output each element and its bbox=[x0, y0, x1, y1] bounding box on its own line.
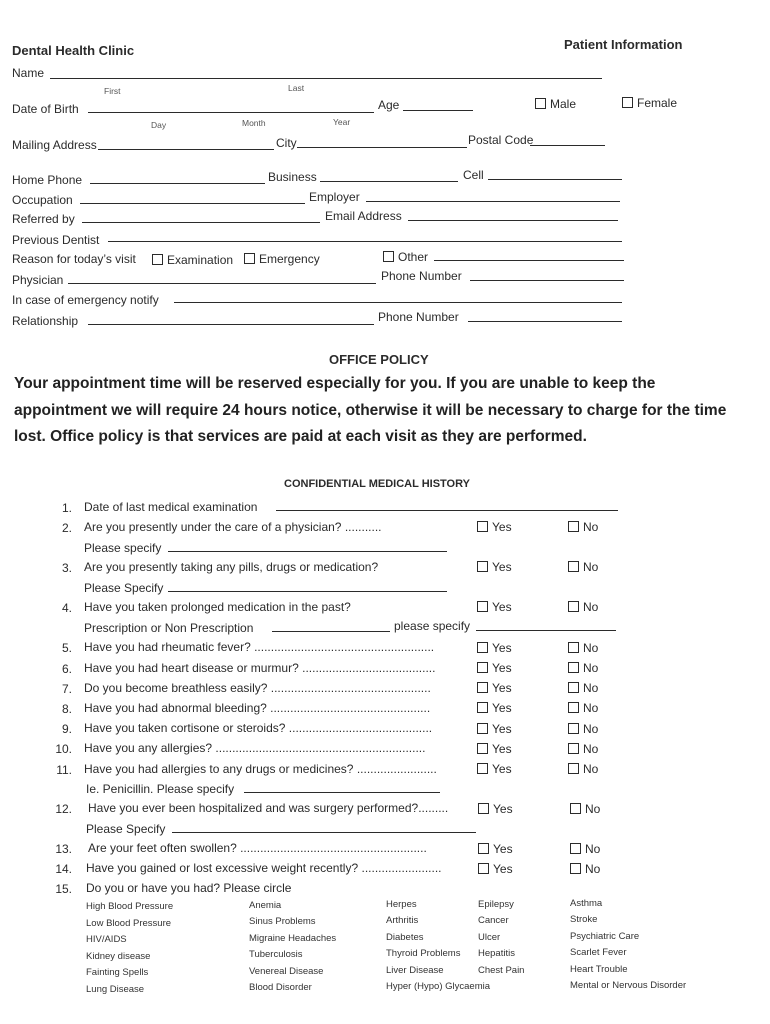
condition-item[interactable]: Scarlet Fever bbox=[570, 947, 627, 958]
relationship-phone-field[interactable] bbox=[468, 321, 622, 322]
occupation-label: Occupation bbox=[12, 193, 73, 207]
q13-no[interactable]: No bbox=[570, 840, 600, 858]
physician-label: Physician bbox=[12, 273, 64, 287]
checkbox-icon bbox=[568, 763, 579, 774]
q-number: 6. bbox=[61, 662, 72, 676]
condition-item[interactable]: Kidney disease bbox=[86, 951, 151, 962]
home-phone-field[interactable] bbox=[90, 183, 265, 184]
q4-prescription-label: Prescription or Non Prescription bbox=[84, 621, 254, 635]
q11-specify-field[interactable] bbox=[244, 792, 440, 793]
q7-text: Do you become breathless easily? ................................................ bbox=[84, 681, 431, 695]
female-checkbox[interactable]: Female bbox=[622, 94, 677, 112]
q-number: 4. bbox=[61, 601, 72, 615]
history-title: CONFIDENTIAL MEDICAL HISTORY bbox=[284, 478, 470, 490]
checkbox-icon bbox=[477, 763, 488, 774]
year-caption: Year bbox=[333, 117, 351, 127]
q2-yes[interactable]: Yes bbox=[477, 518, 512, 536]
q2-specify-label: Please specify bbox=[84, 541, 162, 555]
checkbox-icon bbox=[568, 561, 579, 572]
q2-no[interactable]: No bbox=[568, 518, 598, 536]
condition-item[interactable]: Liver Disease bbox=[386, 965, 444, 976]
checkbox-icon bbox=[477, 521, 488, 532]
last-caption: Last bbox=[288, 83, 305, 93]
city-label: City bbox=[276, 136, 297, 150]
q-number: 3. bbox=[61, 561, 72, 575]
condition-item[interactable]: Thyroid Problems bbox=[386, 948, 461, 959]
policy-title: OFFICE POLICY bbox=[329, 352, 429, 367]
q9-text: Have you taken cortisone or steroids? ........................................... bbox=[84, 721, 433, 735]
q1-text: Date of last medical examination bbox=[84, 500, 258, 514]
q-number: 15. bbox=[55, 882, 72, 896]
q15-text: Do you or have you had? Please circle bbox=[86, 881, 292, 895]
age-label: Age bbox=[378, 98, 400, 112]
email-label: Email Address bbox=[325, 209, 402, 223]
condition-item[interactable]: Tuberculosis bbox=[249, 949, 303, 960]
checkbox-icon bbox=[383, 251, 394, 262]
condition-item[interactable]: Blood Disorder bbox=[249, 982, 312, 993]
condition-item[interactable]: Lung Disease bbox=[86, 984, 145, 995]
q3-yes[interactable]: Yes bbox=[477, 558, 512, 576]
checkbox-icon bbox=[568, 723, 579, 734]
postal-field[interactable] bbox=[530, 145, 605, 146]
q12-specify-field[interactable] bbox=[172, 832, 476, 833]
checkbox-icon bbox=[570, 803, 581, 814]
referred-label: Referred by bbox=[12, 212, 75, 226]
condition-item[interactable]: Fainting Spells bbox=[86, 967, 149, 978]
employer-field[interactable] bbox=[366, 201, 620, 202]
referred-field[interactable] bbox=[82, 222, 320, 223]
q-number: 13. bbox=[55, 842, 72, 856]
checkbox-icon bbox=[568, 662, 579, 673]
q6-no[interactable]: No bbox=[568, 659, 598, 677]
condition-item[interactable]: High Blood Pressure bbox=[86, 901, 174, 912]
postal-label: Postal Code bbox=[468, 133, 534, 147]
checkbox-icon bbox=[568, 743, 579, 754]
relationship-phone-label: Phone Number bbox=[378, 310, 459, 324]
q3-specify-label: Please Specify bbox=[84, 581, 164, 595]
q-number: 2. bbox=[61, 521, 72, 535]
q4-specify-label: please specify bbox=[394, 619, 471, 633]
condition-item[interactable]: Hepatitis bbox=[478, 948, 515, 959]
dob-label: Date of Birth bbox=[12, 102, 79, 116]
relationship-label: Relationship bbox=[12, 314, 79, 328]
checkbox-icon bbox=[477, 723, 488, 734]
q3-specify-field[interactable] bbox=[168, 591, 447, 592]
first-caption: First bbox=[104, 86, 121, 96]
checkbox-icon bbox=[478, 863, 489, 874]
q-number: 5. bbox=[61, 641, 72, 655]
q4-text: Have you taken prolonged medication in the past? bbox=[84, 600, 351, 614]
checkbox-icon bbox=[622, 97, 633, 108]
q3-no[interactable]: No bbox=[568, 558, 598, 576]
q7-no[interactable]: No bbox=[568, 679, 598, 697]
condition-item[interactable]: Mental or Nervous Disorder bbox=[570, 980, 687, 991]
q-number: 12. bbox=[55, 802, 72, 816]
condition-item[interactable]: Anemia bbox=[249, 900, 282, 911]
emergency-notify-label: In case of emergency notify bbox=[12, 293, 159, 307]
email-field[interactable] bbox=[408, 220, 618, 221]
occupation-field[interactable] bbox=[80, 203, 305, 204]
business-label: Business bbox=[268, 170, 317, 184]
checkbox-icon bbox=[535, 98, 546, 109]
condition-item[interactable]: Cancer bbox=[478, 915, 509, 926]
q6-yes[interactable]: Yes bbox=[477, 659, 512, 677]
q7-yes[interactable]: Yes bbox=[477, 679, 512, 697]
checkbox-icon bbox=[477, 642, 488, 653]
q9-no[interactable]: No bbox=[568, 720, 598, 738]
q11-text: Have you had allergies to any drugs or medicines? ........................ bbox=[84, 762, 437, 776]
q5-yes[interactable]: Yes bbox=[477, 639, 512, 657]
condition-item[interactable]: Venereal Disease bbox=[249, 966, 324, 977]
q14-yes[interactable]: Yes bbox=[478, 860, 513, 878]
q10-yes[interactable]: Yes bbox=[477, 740, 512, 758]
checkbox-icon bbox=[478, 843, 489, 854]
checkbox-icon bbox=[568, 601, 579, 612]
condition-item[interactable]: Heart Trouble bbox=[570, 964, 628, 975]
q11-penicillin-label: Ie. Penicillin. Please specify bbox=[86, 782, 235, 796]
q12-text: Have you ever been hospitalized and was surgery performed?......... bbox=[88, 801, 449, 815]
reason-label: Reason for today’s visit bbox=[12, 252, 136, 266]
condition-item[interactable]: Hyper (Hypo) Glycaemia bbox=[386, 981, 490, 992]
checkbox-icon bbox=[477, 702, 488, 713]
physician-field[interactable] bbox=[68, 283, 376, 284]
q13-text: Are your feet often swollen? ........................................................ bbox=[88, 841, 427, 855]
q4-prescription-field[interactable] bbox=[272, 631, 390, 632]
checkbox-icon bbox=[477, 662, 488, 673]
condition-item[interactable]: Sinus Problems bbox=[249, 916, 316, 927]
q12-specify-label: Please Specify bbox=[86, 822, 166, 836]
policy-line-2: appointment we will require 24 hours notice, otherwise it will be necessary to charge for the time bbox=[14, 402, 727, 419]
policy-line-1: Your appointment time will be reserved especially for you. If you are unable to keep the bbox=[14, 375, 656, 392]
clinic-name: Dental Health Clinic bbox=[12, 43, 135, 58]
physician-phone-label: Phone Number bbox=[381, 269, 462, 283]
condition-item[interactable]: Migraine Headaches bbox=[249, 933, 337, 944]
q8-yes[interactable]: Yes bbox=[477, 699, 512, 717]
checkbox-icon bbox=[568, 642, 579, 653]
condition-item[interactable]: Psychiatric Care bbox=[570, 931, 640, 942]
q5-no[interactable]: No bbox=[568, 639, 598, 657]
condition-item[interactable]: Low Blood Pressure bbox=[86, 918, 172, 929]
cell-label: Cell bbox=[463, 168, 484, 182]
condition-item[interactable]: Epilepsy bbox=[478, 899, 514, 910]
checkbox-icon bbox=[570, 863, 581, 874]
checkbox-icon bbox=[244, 253, 255, 264]
checkbox-icon bbox=[478, 803, 489, 814]
condition-item[interactable]: Diabetes bbox=[386, 932, 424, 943]
mailing-label: Mailing Address bbox=[12, 138, 97, 152]
checkbox-icon bbox=[477, 561, 488, 572]
checkbox-icon bbox=[477, 601, 488, 612]
condition-item[interactable]: Ulcer bbox=[478, 932, 501, 943]
emergency-checkbox[interactable]: Emergency bbox=[244, 250, 320, 268]
business-field[interactable] bbox=[320, 181, 458, 182]
name-label: Name bbox=[12, 66, 45, 80]
q3-text: Are you presently taking any pills, drugs or medication? bbox=[84, 560, 379, 574]
other-field[interactable] bbox=[434, 260, 624, 261]
physician-phone-field[interactable] bbox=[470, 280, 624, 281]
q-number: 8. bbox=[61, 702, 72, 716]
q2-text: Are you presently under the care of a physician? ........... bbox=[84, 520, 382, 534]
q10-text: Have you any allergies? ............................................................... bbox=[84, 741, 426, 755]
employer-label: Employer bbox=[309, 190, 360, 204]
emergency-notify-field[interactable] bbox=[174, 302, 622, 303]
q5-text: Have you had rheumatic fever? ...................................................... bbox=[84, 640, 435, 654]
q11-no[interactable]: No bbox=[568, 760, 598, 778]
checkbox-icon bbox=[152, 254, 163, 265]
home-phone-label: Home Phone bbox=[12, 173, 83, 187]
condition-item[interactable]: Herpes bbox=[386, 899, 417, 910]
relationship-field[interactable] bbox=[88, 324, 374, 325]
mailing-field[interactable] bbox=[98, 149, 274, 150]
condition-item[interactable]: Stroke bbox=[570, 914, 598, 925]
condition-item[interactable]: Asthma bbox=[570, 898, 603, 909]
section-title: Patient Information bbox=[564, 37, 683, 52]
prev-dentist-label: Previous Dentist bbox=[12, 233, 100, 247]
q2-specify-field[interactable] bbox=[168, 551, 447, 552]
q8-no[interactable]: No bbox=[568, 699, 598, 717]
q-number: 7. bbox=[61, 682, 72, 696]
condition-item[interactable]: Chest Pain bbox=[478, 965, 525, 976]
q8-text: Have you had abnormal bleeding? ................................................ bbox=[84, 701, 431, 715]
month-caption: Month bbox=[242, 118, 266, 128]
name-field[interactable] bbox=[50, 78, 602, 79]
q6-text: Have you had heart disease or murmur? ........................................ bbox=[84, 661, 436, 675]
other-checkbox[interactable]: Other bbox=[383, 248, 428, 266]
cell-field[interactable] bbox=[488, 179, 622, 180]
city-field[interactable] bbox=[297, 147, 467, 148]
q1-field[interactable] bbox=[276, 510, 618, 511]
q-number: 11. bbox=[56, 763, 72, 777]
checkbox-icon bbox=[568, 682, 579, 693]
checkbox-icon bbox=[477, 743, 488, 754]
male-checkbox[interactable]: Male bbox=[535, 95, 576, 113]
q13-yes[interactable]: Yes bbox=[478, 840, 513, 858]
q4-specify-field[interactable] bbox=[476, 630, 616, 631]
q4-yes[interactable]: Yes bbox=[477, 598, 512, 616]
q-number: 9. bbox=[61, 722, 72, 736]
day-caption: Day bbox=[151, 120, 167, 130]
q14-no[interactable]: No bbox=[570, 860, 600, 878]
q10-no[interactable]: No bbox=[568, 740, 598, 758]
q12-yes[interactable]: Yes bbox=[478, 800, 513, 818]
q9-yes[interactable]: Yes bbox=[477, 720, 512, 738]
q4-no[interactable]: No bbox=[568, 598, 598, 616]
checkbox-icon bbox=[568, 521, 579, 532]
policy-line-3: lost. Office policy is that services are paid at each visit as they are performed. bbox=[14, 428, 587, 445]
q11-yes[interactable]: Yes bbox=[477, 760, 512, 778]
age-field[interactable] bbox=[403, 110, 473, 111]
checkbox-icon bbox=[568, 702, 579, 713]
prev-dentist-field[interactable] bbox=[108, 241, 622, 242]
examination-checkbox[interactable]: Examination bbox=[152, 251, 233, 269]
q-number: 14. bbox=[55, 862, 72, 876]
q-number: 1. bbox=[61, 501, 72, 515]
q12-no[interactable]: No bbox=[570, 800, 600, 818]
condition-item[interactable]: HIV/AIDS bbox=[86, 934, 127, 945]
q-number: 10. bbox=[55, 742, 72, 756]
q14-text: Have you gained or lost excessive weight recently? ........................ bbox=[86, 861, 442, 875]
checkbox-icon bbox=[477, 682, 488, 693]
dob-field[interactable] bbox=[88, 112, 374, 113]
condition-item[interactable]: Arthritis bbox=[386, 915, 419, 926]
checkbox-icon bbox=[570, 843, 581, 854]
